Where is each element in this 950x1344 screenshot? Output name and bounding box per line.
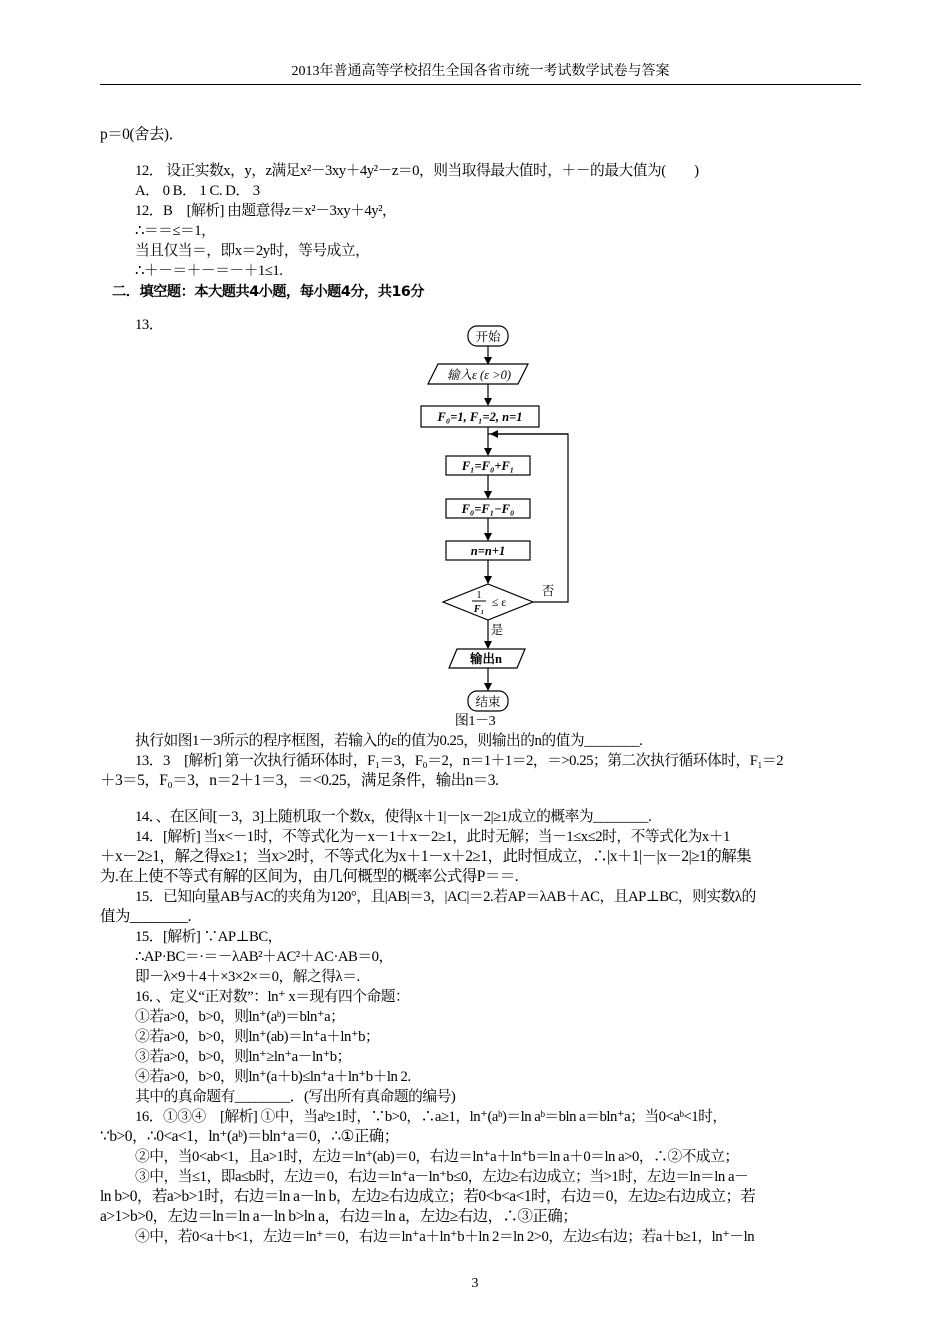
question-14: 14．、在区间[－3，3]上随机取一个数x，使得|x＋1|－|x－2|≥1成立的概率为________. bbox=[135, 809, 652, 825]
question-13: 执行如图1－3所示的程序框图，若输入的ε的值为0.25，则输出的n的值为________. bbox=[135, 733, 643, 749]
text-line: 值为________. bbox=[100, 908, 191, 925]
proposition-4: ④若a>0，b>0，则ln⁺(a＋b)≤ln⁺a＋ln⁺b＋ln 2. bbox=[135, 1069, 411, 1085]
init-label: F₀=1, F₁=2, n=1 bbox=[437, 410, 523, 424]
page-number: 3 bbox=[471, 1276, 479, 1291]
answer-12: 12．B [解析] 由题意得z＝x²－3xy＋4y²， bbox=[135, 203, 397, 219]
proposition-3: ③若a>0，b>0，则ln⁺≥ln⁺a－ln⁺b； bbox=[135, 1049, 351, 1065]
text-line: p＝0(舍去)． bbox=[100, 126, 184, 143]
figure-caption: 图1－3 bbox=[454, 713, 496, 729]
answer-14: 14．[解析] 当x<－1时，不等式化为－x－1＋x－2≥1，此时无解；当－1≤x≤2时，不等式化为x＋1 bbox=[135, 829, 730, 845]
section-heading: 二．填空题：本大题共4小题，每小题4分，共16分 bbox=[112, 284, 424, 300]
answer-13: 13．3 [解析] 第一次执行循环体时，F₁＝3，F₀＝2，n＝1＋1＝2，＝>0.25；第二次执行循环体时，F₁＝2 bbox=[135, 753, 784, 769]
text-line: ∴AP·BC＝·＝－λAB²＋AC²＋AC·AB＝0， bbox=[135, 949, 393, 965]
step2-label: F₀=F₁−F₀ bbox=[461, 502, 515, 516]
no-label: 否 bbox=[541, 584, 555, 598]
output-label: 输出n bbox=[470, 652, 502, 666]
question-12-options: A． 0 B． 1 C. D． 3 bbox=[135, 183, 260, 199]
cond-denominator: F₁ bbox=[473, 604, 485, 615]
proposition-2: ②若a>0，b>0，则ln⁺(ab)＝ln⁺a＋ln⁺b； bbox=[135, 1029, 380, 1045]
text-line: ③中，当≤1，即a≤b时，左边＝0，右边＝ln⁺a－ln⁺b≤0，左边≥右边成立；当>1时，左边＝ln＝ln a－ bbox=[135, 1169, 749, 1185]
text-line: 其中的真命题有________．(写出所有真命题的编号) bbox=[135, 1089, 456, 1105]
cond-relation: ≤ ε bbox=[491, 595, 507, 609]
text-line: ln b>0，若a>b>1时，右边＝ln a－ln b，左边≥右边成立；若0<b<a<1时，右边＝0，左边≥右边成立；若 bbox=[100, 1188, 756, 1205]
answer-16: 16．①③④ [解析] ①中，当aᵇ≥1时，∵b>0，∴a≥1，ln⁺(aᵇ)＝ln aᵇ＝bln a＝bln⁺a；当0<aᵇ<1时， bbox=[135, 1109, 727, 1125]
text-line: 即－λ×9＋4＋×3×2×＝0，解之得λ＝. bbox=[135, 969, 360, 985]
text-line: ④中，若0<a＋b<1，左边＝ln⁺＝0，右边＝ln⁺a＋ln⁺b＋ln 2＝ln 2>0，左边≤右边；若a＋b≥1，ln⁺－ln bbox=[135, 1229, 755, 1245]
text-line: ∴＋－＝＋－＝－＋1≤1. bbox=[135, 263, 283, 279]
text-line: ∵b>0，∴0<a<1，ln⁺(aᵇ)＝bln⁺a＝0，∴①正确； bbox=[100, 1128, 399, 1145]
text-line: ＋3＝5，F₀＝3，n＝2＋1＝3，＝<0.25，满足条件，输出n＝3. bbox=[100, 772, 499, 789]
input-label: 输入ε (ε >0) bbox=[446, 368, 512, 382]
question-12: 12． 设正实数x，y，z满足x²－3xy＋4y²－z＝0，则当取得最大值时，＋－的最大值为( ) bbox=[135, 163, 699, 179]
question-16: 16．、定义“正对数”：ln⁺ x＝现有四个命题： bbox=[135, 989, 410, 1005]
text-line: a>1>b>0，左边＝ln＝ln a－ln b>ln a，右边＝ln a，左边≥右边，∴③正确； bbox=[100, 1208, 578, 1225]
proposition-1: ①若a>0，b>0，则ln⁺(aᵇ)＝bln⁺a； bbox=[135, 1009, 345, 1025]
text-line: ∴＝＝≤＝1， bbox=[135, 223, 216, 239]
text-line: 为.在上使不等式有解的区间为，由几何概型的概率公式得P＝＝. bbox=[100, 868, 519, 885]
start-label: 开始 bbox=[475, 330, 501, 344]
cond-numerator: 1 bbox=[476, 590, 482, 601]
question-13-label: 13． bbox=[135, 317, 163, 333]
question-15: 15．已知向量AB与AC的夹角为120°，且|AB|＝3，|AC|＝2.若AP＝λAB＋AC，且AP⊥BC，则实数λ的 bbox=[135, 889, 756, 905]
answer-15: 15．[解析] ∵AP⊥BC， bbox=[135, 929, 282, 945]
step3-label: n=n+1 bbox=[470, 544, 506, 558]
end-label: 结束 bbox=[475, 695, 501, 709]
step1-label: F₁=F₀+F₁ bbox=[461, 459, 515, 473]
page-header: 2013年普通高等学校招生全国各省市统一考试数学试卷与答案 bbox=[291, 64, 670, 79]
text-line: ②中，当0<ab<1，且a>1时，左边＝ln⁺(ab)＝0，右边＝ln⁺a＋ln⁺b＝ln a＋0＝ln a>0，∴②不成立； bbox=[135, 1149, 739, 1165]
yes-label: 是 bbox=[490, 623, 504, 637]
text-line: 当且仅当＝，即x＝2y时，等号成立， bbox=[135, 243, 370, 259]
decision-diamond bbox=[443, 584, 533, 620]
text-line: ＋x－2≥1，解之得x≥1；当x>2时，不等式化为x＋1－x＋2≥1，此时恒成立，∴|x＋1|－|x－2|≥1的解集 bbox=[100, 848, 752, 865]
